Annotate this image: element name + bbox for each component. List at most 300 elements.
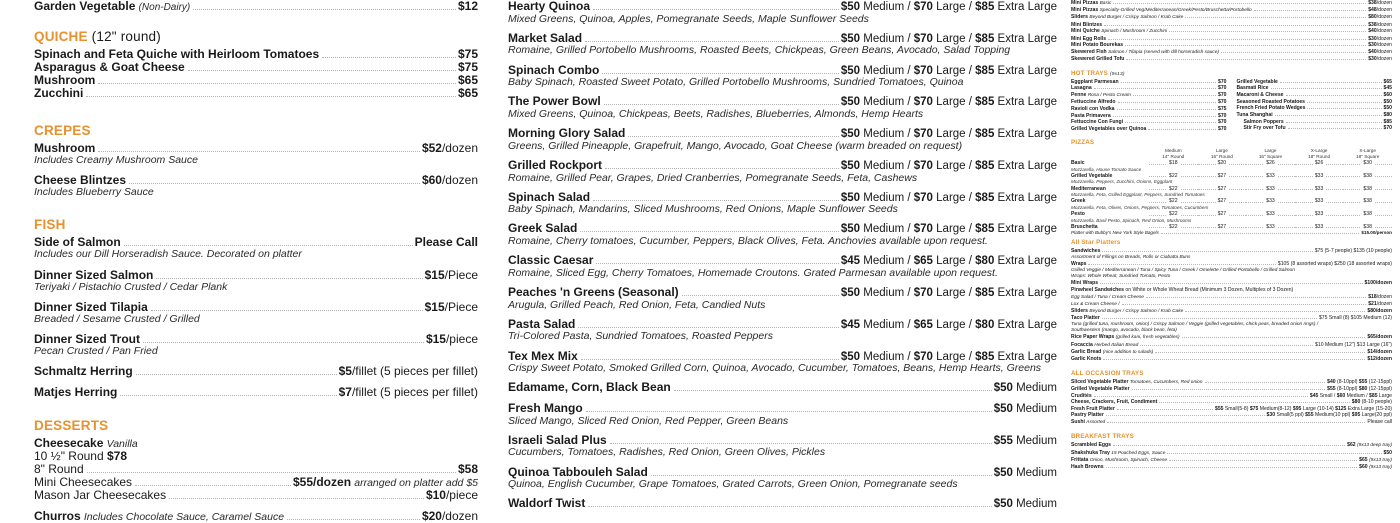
item-name: Lasagna xyxy=(1071,85,1092,92)
quiche-item-list xyxy=(34,48,478,100)
item-price: $55 Small(5-8) $75 Medium(8-12) $95 Large (10-14) $125 Extra Large (15-20) xyxy=(1214,405,1392,412)
menu-item-row xyxy=(508,434,1057,448)
item-name: Skewered Grilled Tofu xyxy=(1071,56,1125,62)
pizza-price: $27 xyxy=(1198,173,1247,180)
menu-item-row xyxy=(508,95,1057,109)
item-name: Mini Pizzas Specialty-Grilled Veg/Mediterranean/Greek/Pesto/Bruschetta/Portobello xyxy=(1071,7,1252,14)
menu-item-row xyxy=(34,74,478,87)
item-name: Crudités xyxy=(1071,392,1092,399)
item-description: Romaine, Sliced Egg, Cherry Tomatoes, Homemade Croutons. Grated Parmesan available upon request. xyxy=(508,266,998,279)
item-price: $50 Medium xyxy=(993,382,1057,395)
item-name: Macaroni & Cheese xyxy=(1236,92,1284,99)
leader-dots xyxy=(1169,460,1357,461)
pizza-price: $33 xyxy=(1246,186,1295,193)
menu-item-row xyxy=(508,286,1057,300)
item-price: $30/dozen xyxy=(1368,35,1392,42)
wraps-desc-1: Grilled Veggie / Mediterranean / Tuna / Spicy Tuna / Greek / Omelette / Grilled Portobello / Grilled Salmon xyxy=(1071,267,1295,273)
pizza-price: $38 xyxy=(1343,186,1392,193)
focaccia-row xyxy=(1071,342,1392,349)
hot-trays-right xyxy=(1237,79,1393,133)
item-price: $55 Medium xyxy=(993,434,1057,447)
leader-dots xyxy=(1288,128,1382,129)
leader-dots xyxy=(682,295,839,296)
item-price: $60 xyxy=(1383,92,1392,99)
mini-wraps-name: Mini Wraps xyxy=(1071,280,1099,287)
item-description: Baby Spinach, Mandarins, Sliced Mushrooms, Red Onions, Maple Sunflower Seeds xyxy=(508,203,898,216)
menu-item-row xyxy=(1237,85,1393,92)
rice-paper-row xyxy=(1071,334,1392,341)
pizza-description: Mozzarella, Feta, Olives, Onions, Peppers, Tomatoes, Cucumbers xyxy=(1071,204,1209,210)
rice-paper-price: $65/dozen xyxy=(1367,334,1392,341)
menu-item-row xyxy=(34,386,478,399)
menu-item-row xyxy=(1071,457,1392,464)
leader-dots xyxy=(151,310,423,311)
menu-item-row xyxy=(508,381,1057,395)
pizza-price: $33 xyxy=(1246,173,1295,180)
pizza-price: $38 xyxy=(1343,173,1392,180)
garlic-bread-row xyxy=(1071,349,1392,356)
leader-dots xyxy=(1146,297,1366,298)
menu-item-row xyxy=(1071,301,1392,308)
menu-item-row xyxy=(1071,92,1227,99)
pizza-name: Grilled Vegetable xyxy=(1071,172,1113,179)
bagel-platter-price: $15.00/person xyxy=(1361,230,1392,236)
menu-item-row xyxy=(508,402,1057,416)
leader-dots xyxy=(124,245,413,246)
garlic-knots-name: Garlic Knots xyxy=(1071,356,1102,363)
item-price: $45 Medium / $65 Large / $80 Extra Large xyxy=(840,255,1057,268)
menu-item-row xyxy=(508,127,1057,141)
leader-dots xyxy=(1122,304,1367,305)
wraps-desc-2: Wraps: Whole Wheat, Sundried Tomato, Pesto xyxy=(1071,274,1171,280)
pizza-price: $33 xyxy=(1295,198,1344,205)
pizza-description: Mozzarella, Basil Pesto, Spinach, Red Onion, Mushrooms xyxy=(1071,217,1192,223)
pizza-price: $22 xyxy=(1149,186,1198,193)
leader-dots xyxy=(1132,389,1326,390)
pizza-header-spacer xyxy=(1071,148,1149,160)
leader-dots xyxy=(1254,10,1367,11)
menu-item-row xyxy=(1071,386,1392,393)
item-name: Grilled Vegetable xyxy=(1236,78,1278,85)
churros-row xyxy=(34,510,478,523)
pizza-price: $27 xyxy=(1198,198,1247,205)
item-name: Grilled Vegetables over Quinoa xyxy=(1071,125,1147,132)
item-price: $50 Medium / $70 Large / $85 Extra Large xyxy=(840,32,1057,45)
item-name: Cheese, Crackers, Fruit, Condiment xyxy=(1071,399,1158,406)
churros-name: Churros xyxy=(34,508,81,523)
menu-item-row xyxy=(1071,419,1392,426)
item-price: $50 Medium / $70 Large / $85 Extra Large xyxy=(840,128,1057,141)
focaccia-desc: Herbed Italian Bread xyxy=(1094,342,1139,348)
pinwheel-header-row xyxy=(1071,287,1392,294)
item-name: Cheese Blintzes xyxy=(34,173,127,188)
leader-dots xyxy=(602,73,839,74)
menu-item-row xyxy=(34,365,478,378)
item-name: Waldorf Twist xyxy=(508,496,586,511)
item-price: $58 xyxy=(457,461,478,476)
item-name: Fresh Mango xyxy=(508,401,583,416)
item-name: Mini Egg Rolls xyxy=(1071,35,1107,42)
item-description: Baby Spinach, Roasted Sweet Potato, Grilled Portobello Mushrooms, Sundried Tomatoes, Quinoa xyxy=(508,76,964,89)
item-name: Tex Mex Mix xyxy=(508,348,578,363)
item-price: $40/dozen xyxy=(1368,48,1392,55)
leader-dots xyxy=(1307,102,1381,103)
garlic-knots-price: $12/dozen xyxy=(1367,356,1392,363)
item-name: Hearty Quinoa xyxy=(508,0,591,13)
section-heading-occasion-trays: ALL OCCASION TRAYS xyxy=(1071,369,1144,377)
pizza-price: $30 xyxy=(1343,160,1392,167)
taco-platter-price: $75 Small (8) $105 Medium (12) xyxy=(1318,315,1392,322)
mini-wraps-row xyxy=(1071,280,1392,287)
item-name: Garden Vegetable xyxy=(34,0,136,13)
item-price: $50 Medium / $70 Large / $85 Extra Large xyxy=(840,159,1057,172)
item-price: Please Call xyxy=(414,235,478,250)
menu-item-row xyxy=(1071,450,1392,457)
pizza-table-rows xyxy=(1071,160,1392,230)
item-price: $50 xyxy=(1383,105,1392,112)
menu-item-row xyxy=(1237,125,1393,132)
leader-dots xyxy=(1121,82,1216,83)
item-name: Fettuccine Alfredo xyxy=(1071,99,1116,106)
dessert-item-list xyxy=(34,463,478,502)
item-name: Egg Salad / Tuna / Cream Cheese xyxy=(1071,294,1144,300)
leader-dots xyxy=(1155,352,1365,353)
item-price: $30/dozen xyxy=(1368,56,1392,62)
leader-dots xyxy=(98,151,420,152)
item-price: $70 xyxy=(1218,125,1227,132)
leader-dots xyxy=(581,359,839,360)
sliders-desc: Beyond Burger / Crispy Salmon / Krab Cake xyxy=(1089,309,1184,314)
item-name: 8" Round xyxy=(34,461,84,476)
menu-item-row xyxy=(508,318,1057,332)
item-price: $50 Medium xyxy=(993,466,1057,479)
pizza-row xyxy=(1071,198,1392,205)
leader-dots xyxy=(1103,359,1365,360)
item-price: $60 (9x13 tray) xyxy=(1359,463,1392,470)
garlic-bread-name: Garlic Bread xyxy=(1071,348,1102,355)
item-price: $65 xyxy=(1383,78,1392,85)
item-price: $40/dozen xyxy=(1368,28,1392,35)
churros-desc: Includes Chocolate Sauce, Caramel Sauce xyxy=(83,510,285,523)
sandwiches-price: $75 (5-7 people) $135 (10 people) xyxy=(1314,248,1392,255)
item-description: Greens, Grilled Pineapple, Grapefruit, Mango, Avocado, Goat Cheese (warm breaded on request) xyxy=(508,139,963,152)
leader-dots xyxy=(156,278,422,279)
item-price: $52/dozen xyxy=(421,141,478,156)
item-name: Fettuccine Con Fungi xyxy=(1071,119,1124,126)
item-name: Mini Blintzes xyxy=(1071,21,1103,28)
menu-item-row xyxy=(1071,42,1392,49)
cheesecake-name: Cheesecake xyxy=(34,436,104,451)
item-name: Skewered Fish Salmon / Tilapia (served with dill horseradish sauce) xyxy=(1071,48,1219,55)
leader-dots xyxy=(143,342,424,343)
right-column xyxy=(1065,0,1400,500)
item-description: Mixed Greens, Quinoa, Chickpeas, Beets, Radishes, Blueberries, Almonds, Hemp Hearts xyxy=(508,108,924,120)
item-name: Mushroom xyxy=(34,72,96,87)
leader-dots xyxy=(580,231,839,232)
item-name: Greek Salad xyxy=(508,221,578,236)
item-name: Zucchini xyxy=(34,85,84,100)
leader-dots xyxy=(1113,3,1366,4)
menu-item-row xyxy=(1071,106,1227,113)
leader-dots xyxy=(1088,264,1275,265)
item-price: $50 xyxy=(1383,449,1392,456)
pizza-description: Mozzarella, House Tomato Sauce xyxy=(1071,166,1142,172)
item-note: arranged on platter add $5 xyxy=(354,476,478,489)
menu-item-row xyxy=(508,466,1057,480)
menu-item-row xyxy=(508,254,1057,268)
leader-dots xyxy=(1100,283,1362,284)
leader-dots xyxy=(169,498,424,499)
leader-dots xyxy=(1102,318,1317,319)
item-price: $30/dozen xyxy=(1368,42,1392,49)
item-price: $50 Medium xyxy=(993,403,1057,416)
menu-item-row xyxy=(1071,379,1392,386)
item-name: Peaches 'n Greens (Seasonal) xyxy=(508,285,679,300)
pizza-name: Bruschetta xyxy=(1071,223,1098,230)
cheesecake-10-row xyxy=(34,450,478,463)
item-name: Sliced Vegetable Platter Tomatoes, Cucumbers, Red onion xyxy=(1071,378,1203,385)
item-name: Dinner Sized Salmon xyxy=(34,267,154,282)
bagel-platter-row xyxy=(1071,230,1392,236)
menu-item-row xyxy=(1237,105,1393,112)
menu-item-row xyxy=(34,61,478,74)
leader-dots xyxy=(596,263,838,264)
cheesecake-flavor: Vanilla xyxy=(106,438,138,451)
menu-item-row xyxy=(1071,464,1392,471)
item-price: $80/dozen xyxy=(1368,14,1392,21)
hot-trays-grid xyxy=(1071,79,1392,133)
pizza-size-header: Medium 14" Round xyxy=(1162,148,1185,160)
item-price: $15/Piece xyxy=(424,267,478,282)
menu-item-row xyxy=(508,350,1057,364)
item-description: Sliced Mango, Sliced Red Onion, Red Pepper, Green Beans xyxy=(508,414,789,427)
item-description: Pecan Crusted / Pan Fried xyxy=(34,344,158,357)
item-price: $75 xyxy=(457,46,478,61)
item-description: Breaded / Sesame Crusted / Grilled xyxy=(34,312,200,325)
pizza-price: $26 xyxy=(1246,160,1295,167)
item-price: $30 Small(5 ppl) $55 Medium(10 ppl) $95 Large(20 ppl) xyxy=(1266,412,1392,419)
item-price: $75 xyxy=(1218,105,1227,112)
leader-dots xyxy=(585,41,839,42)
focaccia-price: $10 Medium (12") $13 Large (16") xyxy=(1315,341,1392,348)
pizza-price: $33 xyxy=(1295,186,1344,193)
pizza-price: $27 xyxy=(1198,224,1247,231)
item-description: Includes Blueberry Sauce xyxy=(34,186,154,199)
taco-desc-1: Tuna (grilled tuna, mushroom, onion) / Crispy Salmon / Veggie (grilled vegetables, chick peas, breaded onion rings) / xyxy=(1071,321,1319,327)
section-heading-crepes: CREPES xyxy=(34,122,91,138)
leader-dots xyxy=(98,83,456,84)
menu-item-row xyxy=(1071,399,1392,406)
item-name: The Power Bowl xyxy=(508,94,601,109)
section-heading-hot-trays xyxy=(1071,70,1392,78)
crepes-item-list xyxy=(34,142,478,206)
menu-item-row xyxy=(1071,22,1392,29)
section-title: QUICHE xyxy=(34,28,88,44)
menu-item-row xyxy=(1071,49,1392,56)
item-name: Sushi Assorted xyxy=(1071,418,1106,425)
menu-item-row xyxy=(34,269,478,282)
leader-dots xyxy=(1126,59,1366,60)
item-description: Romaine, Cherry tomatoes, Cucumber, Peppers, Black Olives, Feta. Anchovies available upon request. xyxy=(508,235,988,248)
wraps-price: $105 (8 assorted wraps) $250 (18 assorted wraps) xyxy=(1277,261,1392,268)
item-name: Mini Pizzas Basic xyxy=(1071,0,1112,6)
item-price: $62 (9x13 deep tray) xyxy=(1347,442,1392,449)
menu-item-row xyxy=(508,497,1057,511)
menu-item-row xyxy=(34,0,478,14)
pizza-price: $33 xyxy=(1295,224,1344,231)
item-name: Penne Rosa / Pesto Cream xyxy=(1071,92,1131,99)
menu-item-row xyxy=(1071,0,1392,7)
garlic-knots-row xyxy=(1071,356,1392,363)
fish-item-list xyxy=(34,236,478,406)
sliders-row xyxy=(1071,308,1392,315)
item-price: $18/dozen xyxy=(1368,293,1392,300)
leader-dots xyxy=(605,168,839,169)
item-price: Please call xyxy=(1367,418,1392,425)
leader-dots xyxy=(86,96,456,97)
menu-item-row xyxy=(508,159,1057,173)
item-price: $75 xyxy=(457,59,478,74)
menu-item-row xyxy=(1237,79,1393,86)
item-price: $70 xyxy=(1218,78,1227,85)
menu-item-row xyxy=(1071,126,1227,133)
pizza-size-header: X-Large 18" Square xyxy=(1356,148,1380,160)
item-price: $38/dozen xyxy=(1368,21,1392,28)
menu-item-row xyxy=(1071,14,1392,21)
item-description: Mixed Greens, Quinoa, Apples, Pomegranate Seeds, Maple Sunflower Seeds xyxy=(508,12,869,25)
item-name: Lox & Cream Cheese / xyxy=(1071,301,1120,307)
leader-dots xyxy=(1182,337,1366,338)
leader-dots xyxy=(1275,115,1382,116)
pizza-size-header: Large 16" Square xyxy=(1258,148,1283,160)
menu-item-row xyxy=(1071,113,1227,120)
pizza-price: $22 xyxy=(1149,198,1198,205)
focaccia-name: Focaccia xyxy=(1071,341,1093,348)
item-price: $15/piece xyxy=(425,331,478,346)
leader-dots xyxy=(1286,95,1382,96)
leader-dots xyxy=(1185,311,1365,312)
leader-dots xyxy=(135,485,291,486)
item-name: Matjes Herring xyxy=(34,384,118,399)
item-name: Dinner Sized Tilapia xyxy=(34,299,148,314)
item-description: Teriyaki / Pistachio Crusted / Cedar Plank xyxy=(34,280,228,293)
item-price: $21/dozen xyxy=(1368,300,1392,307)
pizza-row xyxy=(1071,211,1392,218)
item-name: Pastry Platter xyxy=(1071,412,1104,419)
cheesecake-10-price: $78 xyxy=(107,449,128,464)
section-title: HOT TRAYS xyxy=(1071,69,1108,77)
item-price: $70 xyxy=(1218,112,1227,119)
leader-dots xyxy=(593,9,839,10)
pizza-table-header xyxy=(1071,148,1392,160)
pizza-row xyxy=(1071,186,1392,193)
leader-dots xyxy=(1107,422,1365,423)
pizza-name: Basic xyxy=(1071,160,1085,167)
sliders-price: $80/dozen xyxy=(1367,308,1392,314)
occasion-item-list xyxy=(1071,379,1392,427)
leader-dots xyxy=(1117,409,1213,410)
item-name: Spinach and Feta Quiche with Heirloom Tomatoes xyxy=(34,46,320,61)
pizza-price: $27 xyxy=(1198,211,1247,218)
item-price: $5/fillet (5 pieces per fillet) xyxy=(338,363,478,378)
item-price: $45 xyxy=(1383,85,1392,92)
section-subtitle: (9x13) xyxy=(1109,71,1125,77)
item-name: Schmaltz Herring xyxy=(34,363,133,378)
item-name: Mushroom xyxy=(34,141,96,156)
item-qualifier: (Non-Dairy) xyxy=(138,2,191,13)
leader-dots xyxy=(1106,415,1265,416)
menu-item-row xyxy=(1071,7,1392,14)
item-name: Ravioli con Vodka xyxy=(1071,105,1115,112)
item-name: French Fried Potato Wedges xyxy=(1236,105,1306,112)
pizza-size-header: Large 16" Round xyxy=(1210,148,1233,160)
item-price: $10/piece xyxy=(425,487,478,502)
left-column xyxy=(0,0,500,523)
item-description: Romaine, Grilled Portobello Mushrooms, Roasted Beets, Chickpeas, Green Beans, Avocado, Salad Topping xyxy=(508,44,1011,57)
item-name: Grilled Rockport xyxy=(508,157,603,172)
mini-items-list xyxy=(1071,0,1392,63)
item-name: Scrambled Eggs xyxy=(1071,442,1111,449)
item-name: Hash Browns xyxy=(1071,463,1104,470)
pizza-row xyxy=(1071,173,1392,180)
pizza-row xyxy=(1071,224,1392,231)
menu-item-row xyxy=(1071,99,1227,106)
pizza-price: $22 xyxy=(1149,224,1198,231)
item-price: $60/dozen xyxy=(421,173,478,188)
section-heading-quiche xyxy=(34,30,478,44)
leader-dots xyxy=(1185,17,1366,18)
menu-item-row xyxy=(508,0,1057,14)
leader-dots xyxy=(1159,402,1349,403)
sandwiches-name: Sandwiches xyxy=(1071,248,1101,255)
item-description: Cucumbers, Tomatoes, Radishes, Red Onion, Green Olives, Pickles xyxy=(508,446,826,459)
menu-item-row xyxy=(1071,442,1392,449)
section-heading-pizzas: PIZZAS xyxy=(1071,139,1095,147)
leader-dots xyxy=(1286,122,1382,123)
leader-dots xyxy=(588,506,991,507)
breakfast-item-list xyxy=(1071,442,1392,471)
item-name: Stir Fry over Tofu xyxy=(1243,125,1286,132)
leader-dots xyxy=(586,411,992,412)
wraps-row xyxy=(1071,261,1392,268)
leader-dots xyxy=(1280,82,1382,83)
item-description: Includes Creamy Mushroom Sauce xyxy=(34,154,198,167)
leader-dots xyxy=(1094,88,1216,89)
leader-dots xyxy=(87,472,456,473)
item-price: $50 Medium / $70 Large / $85 Extra Large xyxy=(840,96,1057,109)
item-name: Quinoa Tabbouleh Salad xyxy=(508,464,648,479)
item-price: $85 xyxy=(1383,118,1392,125)
rice-paper-desc: (grilled kani, fresh vegetables) xyxy=(1115,335,1180,341)
leader-dots xyxy=(1307,108,1381,109)
item-price: $55/dozen arranged on platter add $5 xyxy=(293,474,478,489)
menu-item-row xyxy=(1071,119,1227,126)
menu-item-row xyxy=(1071,406,1392,413)
menu-item-row xyxy=(34,87,478,100)
pizza-price: $38 xyxy=(1343,198,1392,205)
item-price: $70 xyxy=(1218,85,1227,92)
item-name: Shakshuka Tray 15 Poached Eggs, Sauce xyxy=(1071,449,1166,456)
pizza-price: $27 xyxy=(1198,186,1247,193)
middle-column-salads xyxy=(500,0,1065,511)
item-price: $50 xyxy=(1383,98,1392,105)
leader-dots xyxy=(287,519,420,520)
leader-dots xyxy=(1133,95,1216,96)
bagel-platter-note: Platter with Bubby's New York Style Bagels xyxy=(1071,230,1159,236)
leader-dots xyxy=(1094,396,1308,397)
item-name: Grilled Vegetable Platter xyxy=(1071,385,1130,392)
item-name: Morning Glory Salad xyxy=(508,126,626,141)
